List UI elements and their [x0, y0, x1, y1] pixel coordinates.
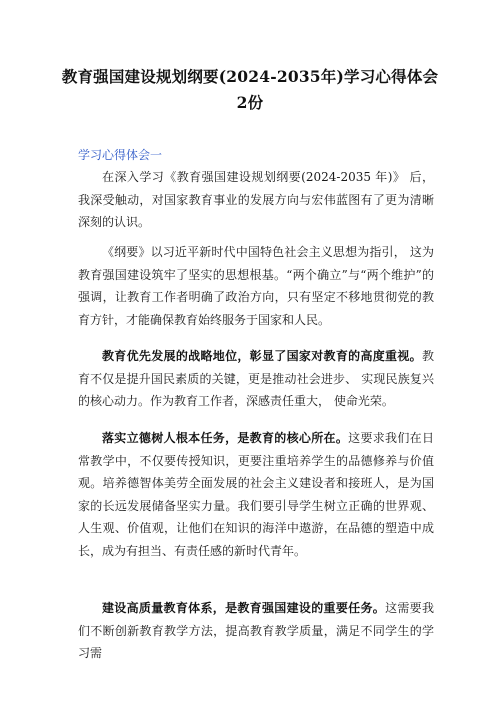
paragraph-intro [78, 166, 434, 234]
paragraph-text: 在深入学习《教育强国建设规划纲要(2024-2035 年)》 后，我深受触动，对国家教育事业的发展方向与宏伟蓝图有了更为清晰深刻的认识。 [78, 170, 434, 230]
paragraph-lead-sentence: 教育优先发展的战略地位，彰显了国家对教育的高度重视。 [102, 349, 422, 363]
paragraph-guiding-thought [78, 241, 434, 331]
title-line-2: 2份 [236, 93, 264, 112]
section-heading: 学习心得体会一 [78, 148, 163, 162]
paragraph-text: 这需要我们不断创新教育教学方法，提高教育教学质量，满足不同学生的学习需 [78, 601, 434, 661]
paragraph-quality-system [78, 597, 434, 665]
paragraph-text: 教育不仅是提升国民素质的关键，更是推动社会进步、 实现民族复兴的核心动力。作为教育工作者，深感责任重大， 使命光荣。 [78, 349, 434, 409]
paragraph-lead-sentence: 建设高质量教育体系，是教育强国建设的重要任务。 [102, 601, 386, 615]
document-title [40, 64, 460, 116]
paragraph-moral-education [78, 427, 434, 563]
paragraph-lead-sentence: 落实立德树人根本任务，是教育的核心所在。 [102, 431, 349, 445]
paragraph-priority-development [78, 345, 434, 413]
paragraph-text: 《纲要》以习近平新时代中国特色社会主义思想为指引， 这为教育强国建设筑牢了坚实的思想根基。“两个确立”与“两个维护”的强调，让教育工作者明确了政治方向，只有坚定不移地贯彻党的教育方针，才能确保教育始终服务于国家和人民。 [78, 245, 434, 327]
title-line-1: 教育强国建设规划纲要(2024-2035年)学习心得体会 [61, 67, 439, 86]
paragraph-text: 这要求我们在日常教学中，不仅要传授知识，更要注重培养学生的品德修养与价值观。培养德智体美劳全面发展的社会主义建设者和接班人，是为国家的长远发展储备坚实力量。我们要引导学生树立正确的世界观、人生观、价值观，让他们在知识的海洋中遨游，在品德的塑造中成长，成为有担当、有责任感的新时代青年。 [78, 431, 434, 558]
